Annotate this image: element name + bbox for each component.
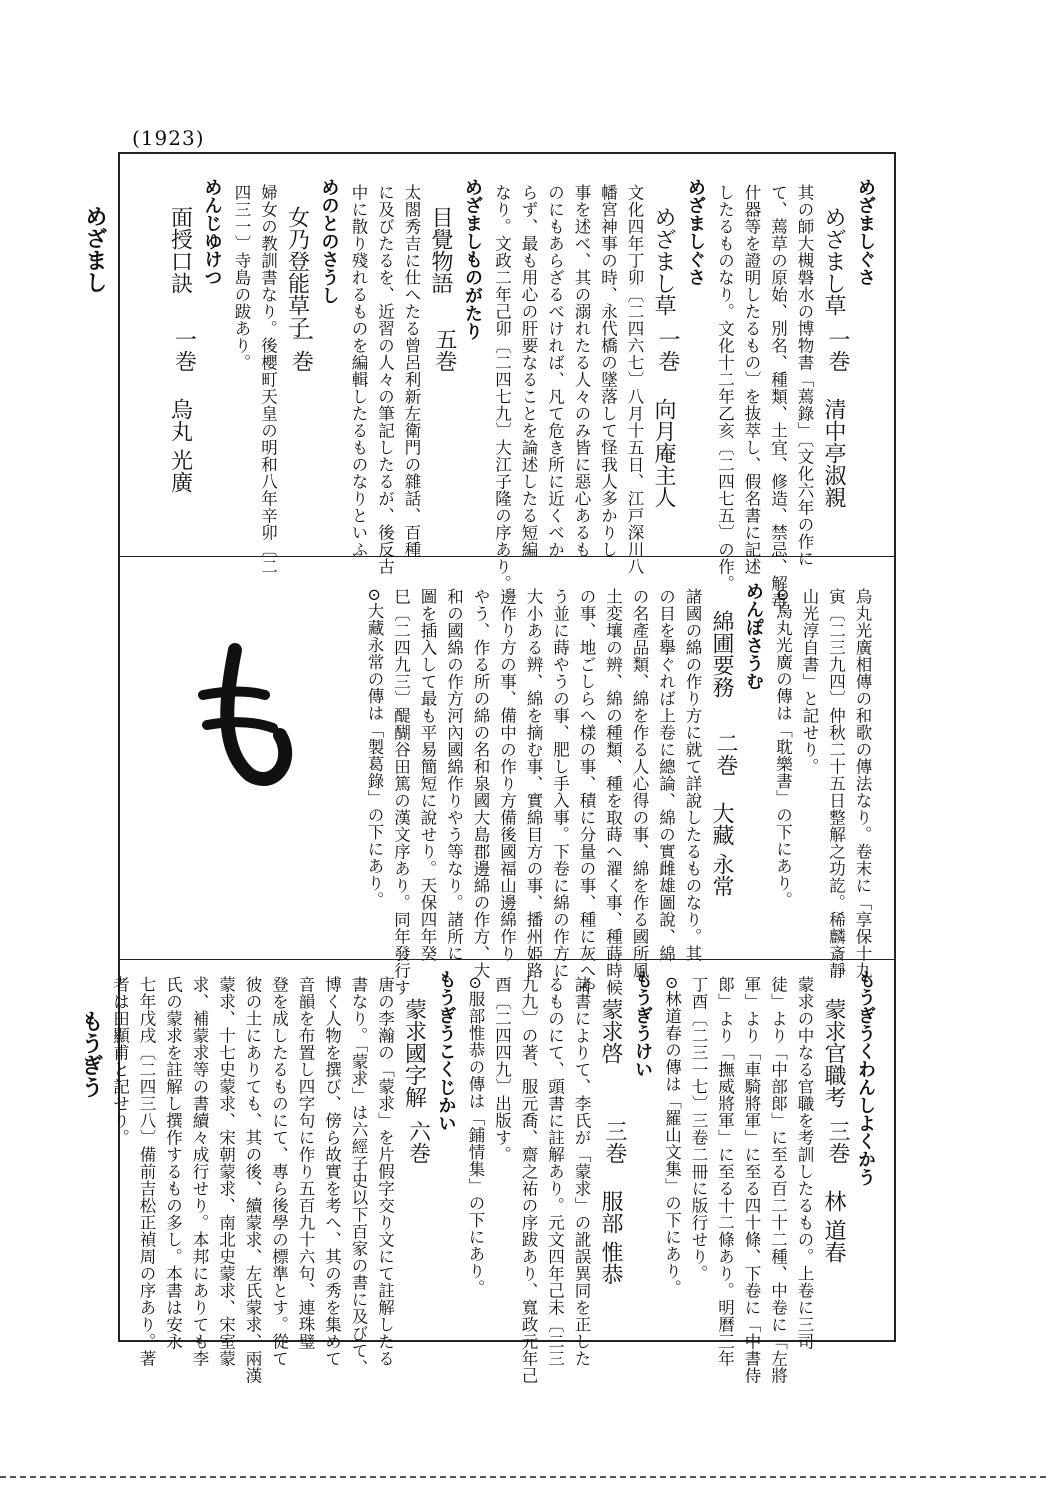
- entry-text-line: 圖を插入して最も平易簡短に說せり。天保四年癸: [418, 588, 437, 962]
- entry-text-line: 九九〕の著、服元喬、齋之祐の序跋あり、寬政元年己: [519, 976, 538, 1384]
- entry-reading: めんぽさうむ: [743, 582, 764, 690]
- entry-title: 蒙求啓: [598, 998, 623, 1064]
- entry-volumes: 五巻: [432, 328, 457, 372]
- entry-title: 女乃登能草子: [284, 206, 310, 338]
- entry-text-line: のにもあらざるべければ、凡て危き所に近くべか: [545, 184, 565, 558]
- entry-reading: めざましぐさ: [685, 178, 706, 286]
- entry-reading: めざましぐさ: [855, 178, 876, 286]
- cut-line: [0, 1476, 1046, 1478]
- entry-text-line: 太閤秀吉に仕へたる曾呂利新左衛門の雜話、百種: [402, 184, 421, 558]
- entry-text-line: に及びたるを、近習の人々の筆記したるが、後反古: [375, 184, 395, 575]
- page-number: (1923): [132, 126, 205, 150]
- entry-author: 林 道春: [821, 1190, 846, 1263]
- entry-author: 服部 惟恭: [598, 1190, 623, 1285]
- entry-text-line: 博く人物を撰び、傍ら故實を考へ、其の秀を集めて: [322, 976, 342, 1367]
- entry-text-line: 丁酉〔二三一七〕三卷二冊に版行せり。: [689, 976, 708, 1282]
- entry-text-line: 幡宮神事の時、永代橋の墜落して怪我人多かりし: [598, 184, 618, 558]
- entry-volumes: 一巻: [288, 328, 314, 372]
- entry-text-line: 事を述べ、其の溺れたる人々のみ皆に惡心あるも: [572, 184, 591, 558]
- entry-text-line: 山光淳自書」と記せり。: [800, 588, 819, 775]
- entry-author: 清中亭淑親: [821, 398, 846, 508]
- entry-text-line: ⊙服部惟恭の傳は「鋪情集」の下にあり。: [466, 976, 485, 1297]
- entry-reading: もうぎうくわんしよくかう: [855, 970, 876, 1186]
- entry-text-line: 邊作り方の事、備中の作り方備後國福山邊綿作り: [497, 588, 517, 962]
- entry-text-line: 四三一〕寺島の跋あり。: [232, 184, 251, 371]
- entry-text-line: 音韻を布置し四字句に作り五百九十六句、連珠璧: [296, 976, 315, 1350]
- entry-text-line: したるものなり。文化十二年乙亥〔二四七五〕の作。: [715, 184, 735, 592]
- entry-text-line: 什器等を證明したるもの〕を抜萃し、假名書に記述: [742, 184, 761, 575]
- entry-text-line: 酉〔二四四九〕出版す。: [492, 976, 512, 1163]
- entry-text-line: 氏の蒙求を註解し撰作するもの多し。本書は安永: [163, 976, 183, 1350]
- entry-text-line: 求、補蒙求等の書續々成行せり。本邦にありても李: [190, 976, 209, 1367]
- entry-text-line: 文化四年丁卯〔二四六七〕八月十五日、江戸深川八: [625, 184, 644, 575]
- entry-text-line: 寅〔二三九四〕仲秋二十五日整解之功訖。稀麟斎靜: [826, 588, 846, 979]
- entry-text-line: 其の師大槻磐水の博物書「蔫錄」〔文化六年の作に: [795, 184, 814, 567]
- entry-text-line: の事、地ごしらへ樣の事、積に分量の事、種に灰へや: [577, 588, 596, 996]
- entry-text-line: 巳〔二四九三〕醍醐谷田篤の漢文序あり。同年發行す: [391, 588, 411, 996]
- entry-title: 目覺物語: [428, 206, 453, 294]
- entry-volumes: 三巻: [602, 1120, 627, 1164]
- entry-reading: もうぎうこくじかい: [435, 970, 457, 1132]
- entry-text-line: ⊙烏丸光廣の傳は「耽樂書」の下にあり。: [773, 588, 793, 909]
- entry-text-line: 土変壤の辨、綿の種類、種を取蒔へ濯く事、種蒔時候: [603, 588, 623, 996]
- entry-text-line: 蒙求の中なる官職を考訓したるもの。上卷に三司: [795, 976, 814, 1350]
- side-label-me: めざまし: [82, 205, 108, 293]
- entry-text-line: て、蔫草の原始、別名、種類、土宜、修造、禁忌、解毒、: [768, 184, 788, 626]
- entry-text-line: 徒」より「中部郞」に至る百二十二種、中卷に「左將: [768, 976, 788, 1384]
- entry-text-line: 書なり。「蒙求」は六經子史以下百家の書に及びて、: [349, 976, 368, 1376]
- entry-volumes: 一巻: [655, 328, 680, 372]
- entry-text-line: 郞」より「撫威將軍」に至る十二條あり。明曆三年: [715, 976, 735, 1367]
- entry-text-line: なり。文政二年己卯〔二四七九〕大江子隆の序あり。: [492, 184, 512, 592]
- entry-title: めざまし草: [821, 206, 846, 316]
- entry-volumes: 一巻: [171, 328, 197, 372]
- entry-text-line: 軍」より「車騎將軍」に至る四十條、下卷に「中書侍: [742, 976, 761, 1384]
- entry-text-line: の目を擧ぐれば上卷に總論、綿の實雌雄圖說、綿: [656, 588, 676, 962]
- entry-title: めざまし草: [651, 206, 676, 316]
- entry-text-line: 烏丸光廣相傳の和歌の傳法なり。卷末に「享保十九: [853, 588, 872, 979]
- entry-text-line: 大小ある辨、綿を摘む事、實綿目方の事、播州姫路: [524, 588, 543, 979]
- entry-text-line: 中に散り殘れるものを編輯したるものなりといふ: [349, 184, 368, 558]
- entry-text-line: 諸書によりて、李氏が「蒙求」の訛誤異同を正した: [572, 976, 591, 1367]
- entry-text-line: の名產品類、綿を作る人心得の事、綿を作る國所風: [630, 588, 649, 979]
- entry-text-line: 蒙求、十七史蒙求、宋朝蒙求、南北史蒙求、宋室蒙: [216, 976, 236, 1367]
- entry-text-line: 婦女の教訓書なり。後櫻町天皇の明和八年辛卯〔二: [258, 184, 278, 575]
- entry-text-line: 登を成したるものにて、專ら後學の標準とす。從て: [269, 976, 289, 1367]
- entry-text-line: ⊙林道春の傳は「羅山文集」の下にあり。: [662, 976, 682, 1297]
- entry-title: 綿圃要務: [709, 610, 734, 698]
- entry-text-line: らず、最も用心の肝要なることを論述したる短編: [519, 184, 538, 558]
- entry-text-line: 諸國の綿の作り方に就て詳說したるものなり。其: [683, 588, 702, 962]
- large-kana-mo: [195, 640, 305, 790]
- entry-volumes: 三巻: [825, 1120, 850, 1164]
- entry-author: 大藏 永常: [709, 802, 734, 897]
- entry-reading: めのとのさうし: [318, 178, 340, 304]
- side-label-mou: もうぎう: [78, 1010, 104, 1098]
- entry-text-line: う並に蒔やうの事、肥し手入事。下卷に綿の作方に: [550, 588, 570, 979]
- entry-text-line: やう、作る所の綿の名和泉國大島郡邊綿の作方、大: [471, 588, 490, 979]
- entry-text-line: 唐の李瀚の「蒙求」を片假字交り文にて註解したる: [375, 976, 395, 1367]
- entry-text-line: 七年戊戌〔二四三八〕備前吉松正禎周の序あり。著: [137, 976, 156, 1367]
- entry-text-line: 和の國綿の作方河內國綿作りやう等なり。諸所に: [444, 588, 464, 962]
- entry-title: 蒙求官職考: [821, 998, 846, 1108]
- entry-volumes: 二巻: [713, 732, 738, 776]
- entry-text-line: ⊙大藏永常の傳は「製葛錄」の下にあり。: [365, 588, 384, 909]
- entry-text-line: 者は田顯甫と記せり。: [110, 976, 130, 1146]
- entry-reading: もうぎうけい: [632, 970, 653, 1078]
- entry-title: 蒙求國字解: [401, 998, 427, 1108]
- entry-text-line: 彼の土にありても、其の後、續蒙求、左氏蒙求、兩漢: [243, 976, 262, 1384]
- entry-reading: めざましものがたり: [462, 178, 483, 340]
- entry-title: 面授口訣: [167, 206, 193, 294]
- entry-reading: めんじゆけつ: [201, 178, 223, 286]
- entry-volumes: 六巻: [405, 1120, 431, 1164]
- entry-author: 烏丸 光廣: [167, 398, 193, 493]
- entry-volumes: 一巻: [825, 328, 850, 372]
- entry-text-line: るものにて、頭書に註解あり。元文四年己未〔二三: [545, 976, 565, 1367]
- entry-author: 向月庵主人: [651, 398, 676, 508]
